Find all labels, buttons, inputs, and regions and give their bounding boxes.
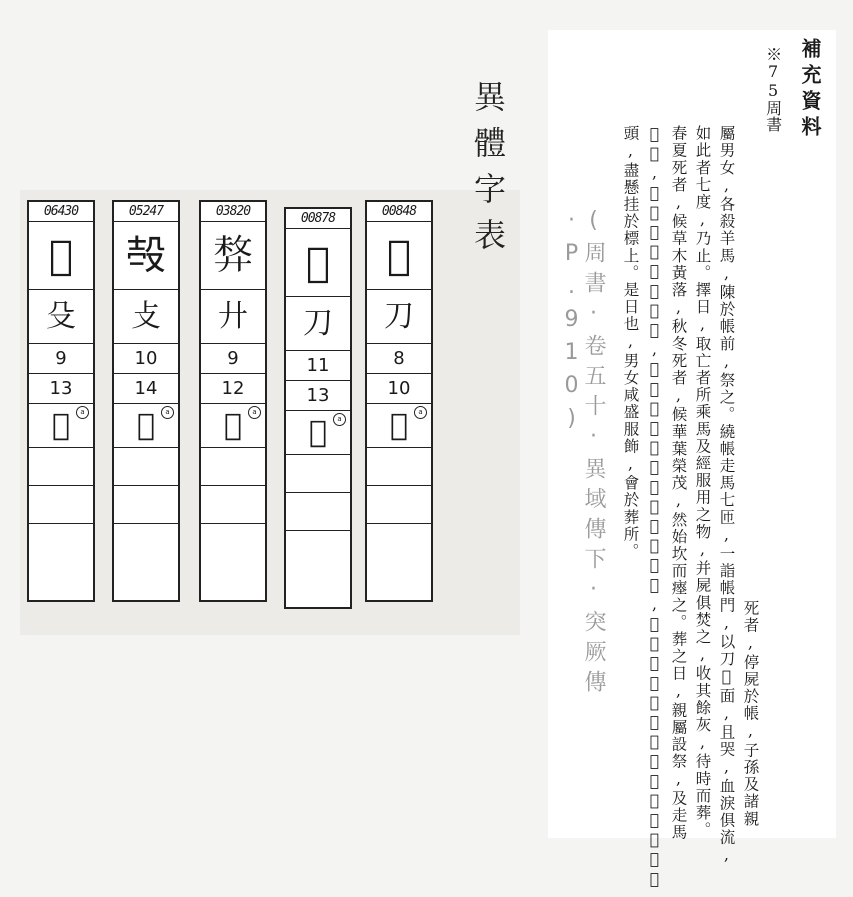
card-variant-char: 𠢐: [136, 408, 155, 443]
card-character: 𠢐: [367, 222, 431, 290]
variant-card-2: [112, 200, 180, 602]
card-radical: 攴: [114, 290, 178, 344]
card-variant-char: 𠢐: [389, 408, 408, 443]
card-blank-row: [367, 486, 431, 524]
card-blank-row: [286, 455, 350, 493]
text-column-4: 春夏死者,候草木黃落,秋冬死者,候華葉榮茂,然始坎而瘞之。葬之日,親屬設祭,及走馬: [669, 125, 688, 842]
text-column-1: 死者,停屍於帳,子孫及諸親: [741, 600, 760, 828]
card-character: 𠢐: [29, 222, 93, 290]
card-strokes-b: 13: [286, 381, 350, 411]
card-radical: 刀: [367, 290, 431, 344]
card-code: 03820: [201, 202, 265, 222]
variant-card-3: [199, 200, 267, 602]
text-column-6: 頭,盡懸挂於標上。是日也,男女咸盛服飾,會於葬所。: [621, 125, 640, 560]
card-strokes-b: 13: [29, 374, 93, 404]
card-radical: 刀: [286, 297, 350, 351]
handwritten-source-note: (周書·卷五十·異域傳下·突厥傳·P.910): [559, 208, 606, 700]
card-strokes-a: 8: [367, 344, 431, 374]
card-blank-row: [114, 486, 178, 524]
card-radical: 廾: [201, 290, 265, 344]
card-code: 06430: [29, 202, 93, 222]
circle-mark-icon: a: [414, 406, 427, 419]
card-blank-row: [114, 448, 178, 486]
circle-mark-icon: a: [76, 406, 89, 419]
card-code: 00848: [367, 202, 431, 222]
card-character: 𢍛: [201, 222, 265, 290]
text-column-3: 如此者七度,乃止。擇日,取亡者所乘馬及經服用之物,并屍俱焚之,收其餘灰,待時而葬。: [693, 125, 712, 839]
card-variant: [29, 404, 93, 448]
reference-number: ※75周書: [763, 46, 783, 132]
card-code: 05247: [114, 202, 178, 222]
circle-mark-icon: a: [333, 413, 346, 426]
card-variant: [114, 404, 178, 448]
variant-card-5: [365, 200, 433, 602]
card-strokes-a: 11: [286, 351, 350, 381]
scanned-cards-panel: [20, 190, 520, 635]
page-title: 異體字表: [469, 80, 507, 264]
card-variant: [286, 411, 350, 455]
card-variant: [367, 404, 431, 448]
variant-card-1: [27, 200, 95, 602]
card-code: 00878: [286, 209, 350, 229]
card-blank-row: [286, 493, 350, 531]
variant-card-4: [284, 207, 352, 609]
card-character: 𣪊: [114, 222, 178, 290]
card-character: 𠢐: [286, 229, 350, 297]
circle-mark-icon: a: [248, 406, 261, 419]
card-strokes-b: 12: [201, 374, 265, 404]
card-variant-char: 𠢐: [223, 408, 242, 443]
card-strokes-a: 10: [114, 344, 178, 374]
card-blank-row: [29, 486, 93, 524]
card-strokes-a: 9: [201, 344, 265, 374]
card-blank-row: [201, 486, 265, 524]
card-blank-row: [367, 448, 431, 486]
circle-mark-icon: a: [161, 406, 174, 419]
card-blank-row: [29, 448, 93, 486]
text-column-2: 屬男女,各殺羊馬,陳於帳前,祭之。繞帳走馬七匝,一詣帳門,以刀𠢐面,且哭,血淚俱流,: [717, 125, 736, 866]
card-variant-char: 𠢐: [51, 408, 70, 443]
supplement-heading: 補充資料: [798, 38, 822, 142]
card-strokes-b: 14: [114, 374, 178, 404]
card-radical: 殳: [29, 290, 93, 344]
card-strokes-b: 10: [367, 374, 431, 404]
card-variant-char: 𠢐: [308, 415, 327, 450]
card-variant: [201, 404, 265, 448]
card-strokes-a: 9: [29, 344, 93, 374]
card-blank-row: [201, 448, 265, 486]
text-column-5: 𠢐面,如初死之儀。葬訖,於墓所立石建標。其石多少,依平生所殺人數。又以祭之羊馬: [645, 125, 664, 890]
